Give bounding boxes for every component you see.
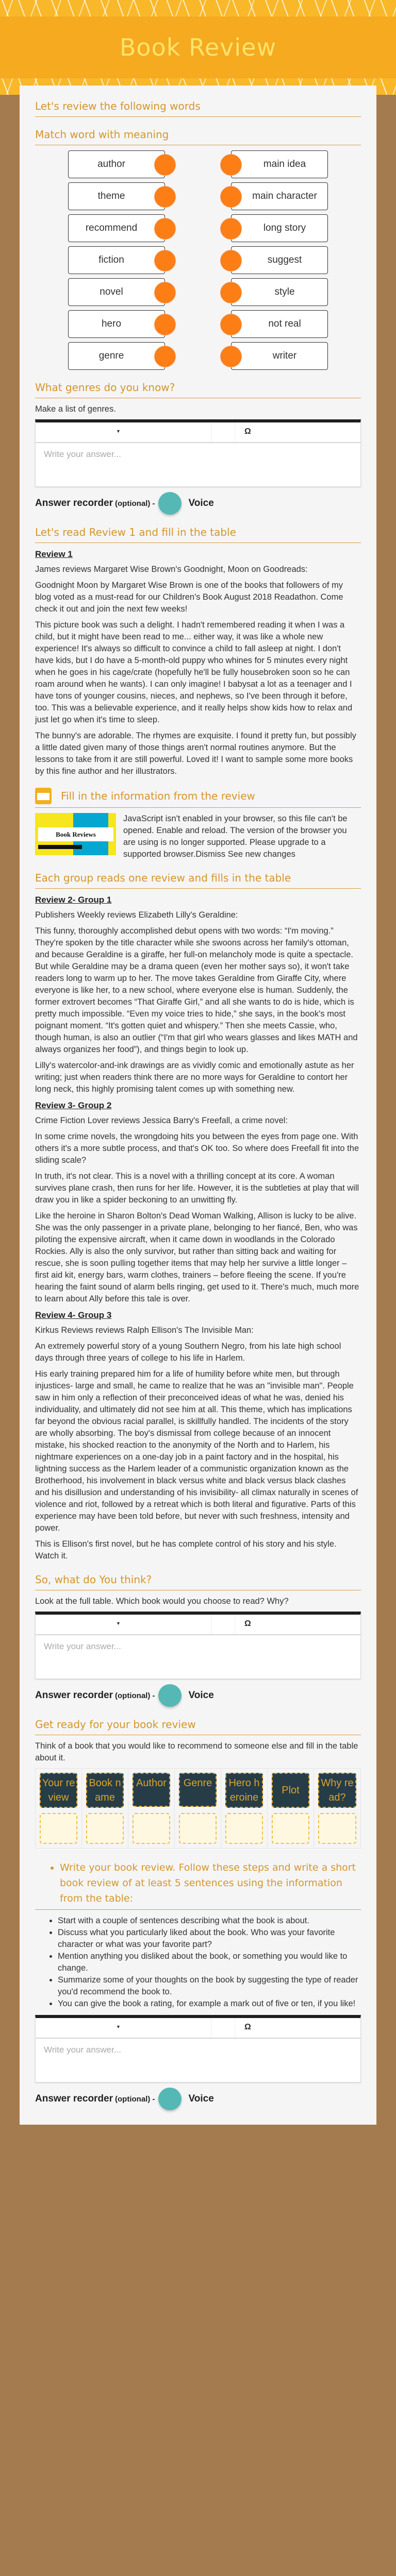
fill-info-header [35,788,361,804]
match-word: fiction [98,255,124,265]
review-paragraph: This picture book was such a delight. I hadn't remembered reading it when I was a child, but it might have been read to me... either way, it was like a whole new experience! It's always so difficult to convince a child to fall asleep at night. I don't have kids, but I do have a 5-month-old puppy who whines for 5 minutes every night when he goes in his cage/crate (hopefully he'll be fully housebroken soon so he can roam around when he wants). I can only imagine! I babysat a lot as a teenager and I have tons of younger cousins, nieces, and nephews, so I've been through it before, too. This was a believable experience, and it really helps show kids how to relax and just let go when it's time to sleep. [35,620,353,724]
match-meaning: style [274,286,295,297]
match-meaning: suggest [267,255,302,265]
table-header-cell: Book name [86,1773,124,1808]
review-paragraph: James reviews Margaret Wise Brown's Goodnight, Moon on Goodreads: [35,565,308,574]
match-word: novel [100,286,123,297]
record-voice-button[interactable] [158,2088,182,2110]
record-voice-button[interactable] [158,492,182,515]
question-prompt: Look at the full table. Which book would you choose to read? Why? [35,1597,289,1606]
section-heading: Each group reads one review and fills in the table [35,872,291,884]
divider [35,888,361,889]
answer-recorder [35,492,361,515]
review-paragraph: This funny, thoroughly accomplished debut opens with two words: “I'm moving.” They're spoken by the title character while she swoons across her family's ottoman, and because Geraldine is a giraffe, her full-on melancholy mode is quite a spectacle. But while Geraldine may be a drama queen (even her mother says so), it won't take readers long to warm up to her. The move takes Geraldine from Giraffe City, where everyone is like her, to a new school, where everyone else is human. Suddenly, the former extrovert becomes “That Giraffe Girl,” and all she wants to do is hide, which is pretty much impossible. “Even my voice tries to hide,” she says, in the book's most poignant moment. “It's gotten quiet and whispery.” Then she meets Cassie, who, though human, is also an outlier (“I'm that girl who wears glasses and likes MATH and always organizes her food”), and things begin to look up. [35,926,358,1054]
editor-toolbar [36,422,360,443]
review-title: Review 1 [35,549,73,559]
section-heading: So, what do You think? [35,1573,152,1586]
match-word: author [97,159,125,170]
match-left-connector-dot[interactable] [154,218,176,240]
match-left-item[interactable] [68,310,165,338]
section-heading [35,1860,361,1906]
special-characters-icon[interactable]: Ω [244,1619,251,1628]
editor-toolbar [36,2018,360,2039]
editor-toolbar [36,1615,360,1635]
section-heading: Match word with meaning [35,128,169,141]
review-paragraph: Publishers Weekly reviews Elizabeth Lilly's Geraldine: [35,910,238,920]
section-heading: Fill in the information from the review [61,790,255,802]
header-pattern [0,0,396,16]
header-banner [0,16,396,78]
match-right-item[interactable] [231,246,328,274]
match-left-connector-dot[interactable] [154,154,176,176]
answer-input[interactable] [36,443,360,486]
match-right-item[interactable] [231,278,328,306]
format-dropdown-caret-icon[interactable]: ▼ [116,1621,121,1626]
review-title: Review 3- Group 2 [35,1100,112,1110]
list-item: • Summarize some of your thoughts on the book by suggesting the type of reader you'd recommend the book to. [58,1974,361,1998]
answer-input[interactable] [36,2039,360,2082]
match-meaning: writer [272,350,297,361]
match-left-item[interactable] [68,278,165,306]
record-voice-button[interactable] [158,1684,182,1707]
match-meaning: not real [268,318,301,329]
table-input-cell[interactable] [40,1813,77,1844]
steps-list [35,1915,361,2010]
question-prompt: Make a list of genres. [35,404,116,414]
table-header-cell: Genre [179,1773,217,1807]
review-paragraph: An extremely powerful story of a young Southern Negro, from his late high school days through three years of college to his life in Harlem. [35,1342,341,1363]
review-paragraph: Goodnight Moon by Margaret Wise Brown is one of the books that followers of my blog voted as a must-read for our Children's Book August 2018 Readathon. Come check it out and join the next few weeks! [35,581,343,614]
match-right-connector-dot[interactable] [220,218,242,240]
match-right-connector-dot[interactable] [220,314,242,335]
book-review-table [35,1768,361,1849]
recorder-label: Answer recorder [35,498,113,509]
match-left-item[interactable] [68,246,165,274]
table-header-cell: Why read? [318,1773,356,1808]
review-paragraph: This is Ellison's first novel, but he has complete control of his story and his style. Watch it. [35,1539,337,1561]
embed-message [35,813,361,860]
section-heading: Let's read Review 1 and fill in the table [35,526,236,538]
divider [35,1909,361,1910]
match-word: genre [98,350,124,361]
match-right-connector-dot[interactable] [220,282,242,303]
match-left-item[interactable] [68,150,165,178]
special-characters-icon[interactable]: Ω [244,427,251,436]
review-paragraph: His early training prepared him for a life of humility before white men, but through injustices- large and small, he came to realize that he was an "invisible man". People saw in him only a reflection of their preconceived ideas of what he was, denied his individuality, and ultimately did not see him at all. This theme, which has implications far beyond the obvious racial parallel, is skillfully handled. The incidents of the story are wholly absorbing. The boy's dismissal from college because of an innocent mistake, his shocked reaction to the anonymity of the North and to Harlem, his nightmare experiences on a one-day job in a paint factory and in the hospital, his lightning success as the Harlem leader of a communistic organization known as the Brotherhood, his involvement in black versus white and black versus black clashes and his disillusion and understanding of his invisibility- all climax naturally in scenes of violence and riot, followed by a retreat which is both literal and figurative. Parts of this experience may have been told before, but never with such freshness, intensity and power. [35,1369,358,1533]
format-dropdown-caret-icon[interactable]: ▼ [116,429,121,434]
write-heading: • Write your book review. Follow these steps and write a short book review of at least 5 sentences using the information from the table: [60,1860,361,1906]
match-word: theme [97,191,125,201]
answer-editor [35,1612,361,1679]
divider [35,116,361,117]
match-left-connector-dot[interactable] [154,186,176,208]
table-input-cell[interactable] [318,1813,356,1844]
review-paragraph: Lilly's watercolor-and-ink drawings are as vividly comic and emotionally astute as her writing; just when readers think there are no more ways for Geraldine to contort her long neck, this highly promising talent comes up with something new. [35,1061,354,1094]
answer-recorder [35,2088,361,2110]
answer-input[interactable] [36,1635,360,1679]
format-dropdown-caret-icon[interactable]: ▼ [116,2024,121,2029]
section-heading: Let's review the following words [35,100,201,112]
match-word: recommend [85,223,138,233]
page-title: Book Review [119,33,277,61]
section-heading: Get ready for your book review [35,1718,196,1731]
review-paragraph: In some crime novels, the wrongdoing hits you between the eyes from page one. With others it's a more subtle process, and that's OK too. So where does Freefall fit into the sliding scale? [35,1132,359,1165]
match-word: hero [101,318,122,329]
recorder-label: Answer recorder [35,2093,113,2104]
list-item: • Discuss what you particularly liked about the book. Who was your favorite character or what was your favorite part? [58,1927,361,1951]
list-item: • You can give the book a rating, for example a mark out of five or ten, if you like! [58,1998,361,2010]
recorder-optional: (optional) - [115,2094,155,2104]
matching-activity [35,150,361,370]
match-left-item[interactable] [68,182,165,210]
slides-file-icon [35,788,52,804]
review-paragraph: In truth, it's not clear. This is a novel with a thrilling concept at its core. A woman survives plane crash, then runs for her life. However, it is the subtleties at play that will draw you in like a spider beckoning to an unwitting fly. [35,1172,359,1205]
table-input-cell[interactable] [86,1813,124,1844]
recorder-label: Answer recorder [35,1690,113,1701]
match-left-connector-dot[interactable] [154,314,176,335]
embed-thumbnail[interactable] [35,813,116,855]
review-paragraph: The bunny's are adorable. The rhymes are exquisite. I found it pretty fun, but possibly a little dated given many of those things aren't normal routines anymore. But the lessons to take from it are still powerful. Loved it! I want to sample some more books by this fine author and her illustrators. [35,731,356,776]
match-meaning: long story [263,223,306,233]
review-paragraph: Like the heroine in Sharon Bolton's Dead Woman Walking, Allison is lucky to be alive. She was the only passenger in a private plane, belonging to her fiancé, Ben, who was piloting the expensive aircraft, when it came down in woodlands in the Colorado Rockies. Ally is also the only survivor, but rather than sitting back and waiting for rescue, she is soon pulling together items that may help her survive a little longer – first aid kit, energy bars, warm clothes, trainers – before fleeing the scene. If you're hearing the faint sound of alarm bells ringing, get used to it. There's much, much more to learn about Ally before this tale is over. [35,1211,359,1303]
match-meaning: main idea [263,159,306,170]
recorder-optional: (optional) - [115,499,155,508]
table-input-cell[interactable] [133,1813,170,1844]
review-paragraph: Crime Fiction Lover reviews Jessica Barry's Freefall, a crime novel: [35,1116,288,1125]
voice-label: Voice [188,498,214,509]
match-right-item[interactable] [231,214,328,242]
question-prompt: Think of a book that you would like to recommend to someone else and fill in the table about it. [35,1741,358,1762]
table-header-cell: Plot [272,1773,309,1808]
match-left-connector-dot[interactable] [154,282,176,303]
match-left-item[interactable] [68,342,165,370]
match-right-item[interactable] [231,150,328,178]
review-paragraph: Kirkus Reviews reviews Ralph Ellison's The Invisible Man: [35,1326,254,1335]
match-meaning: main character [252,191,317,201]
recorder-optional: (optional) - [115,1691,155,1700]
match-right-item[interactable] [231,182,328,210]
answer-editor [35,2015,361,2082]
list-item: • Start with a couple of sentences describing what the book is about. [58,1915,361,1927]
voice-label: Voice [188,2093,214,2104]
voice-label: Voice [188,1690,214,1701]
match-right-connector-dot[interactable] [220,346,242,367]
lesson-card [20,86,376,2125]
match-right-connector-dot[interactable] [220,186,242,208]
review-title: Review 2- Group 1 [35,895,112,905]
match-right-item[interactable] [231,310,328,338]
list-item: • Mention anything you disliked about the book, or something you would like to change. [58,1951,361,1974]
match-left-item[interactable] [68,214,165,242]
dismiss-link[interactable]: Dismiss [195,850,226,859]
review-title: Review 4- Group 3 [35,1310,112,1320]
table-header-cell: Hero heroine [225,1773,263,1808]
answer-editor [35,419,361,487]
match-right-item[interactable] [231,342,328,370]
match-right-connector-dot[interactable] [220,154,242,176]
match-left-connector-dot[interactable] [154,346,176,367]
embed-message-text: JavaScript isn't enabled in your browser, so this file can't be opened. Enable and reload. The version of the browser you are using is no longer supported. Please upgrade to a supported browser. [123,814,348,859]
match-left-connector-dot[interactable] [154,250,176,272]
divider [35,807,361,808]
table-input-cell[interactable] [179,1813,217,1844]
see-new-changes-link[interactable]: See new changes [227,850,295,859]
special-characters-icon[interactable]: Ω [244,2023,251,2031]
table-input-cell[interactable] [272,1813,309,1844]
answer-recorder [35,1684,361,1707]
table-header-cell: Author [133,1773,170,1807]
match-right-connector-dot[interactable] [220,250,242,272]
table-input-cell[interactable] [225,1813,263,1844]
embed-thumbnail-title: Book Reviews [38,827,113,841]
table-header-cell: Your review [40,1773,77,1808]
section-heading: What genres do you know? [35,381,175,394]
